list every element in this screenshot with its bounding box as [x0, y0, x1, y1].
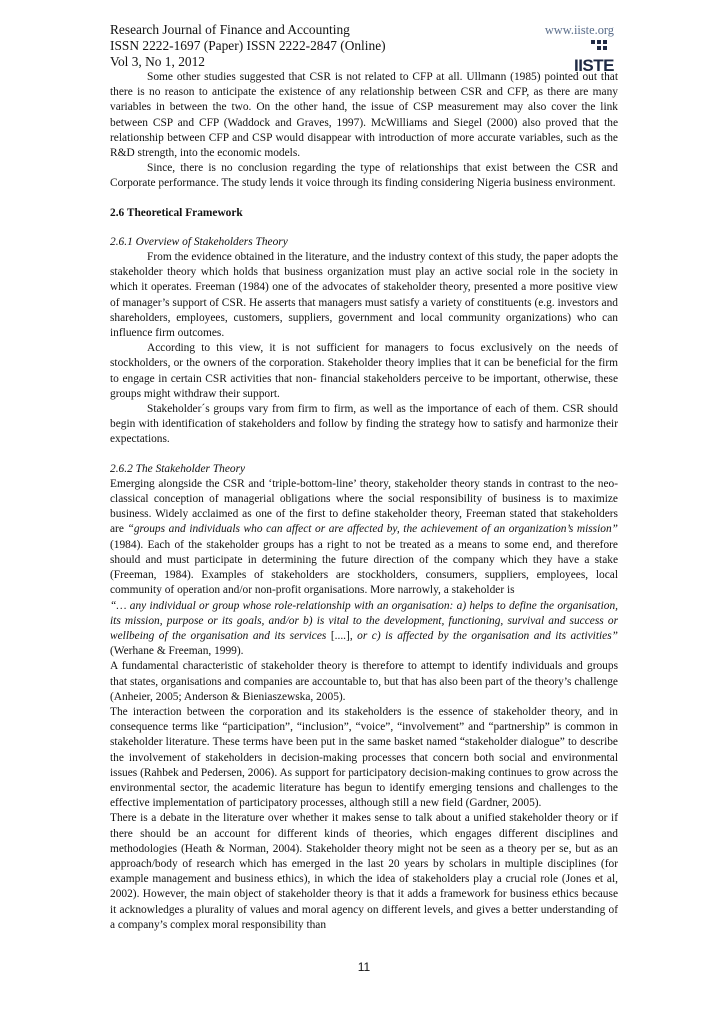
- paragraph: A fundamental characteristic of stakeholder theory is therefore to attempt to identify individuals and groups that states, organisations and companies are accountable to, but that has also been part of the theory’s challenge (Anheier, 2005; Anderson & Bieniaszewska, 2005).: [110, 660, 618, 703]
- paragraph: Some other studies suggested that CSR is not related to CFP at all. Ullmann (1985) pointed out that there is no reason to anticipate the existence of any relationship between CSR and CFP, as there are many variables in between the two. On the other hand, the issue of CSP measurement may also cover the link between CSP and CFP (Waddock and Graves, 1997). McWilliams and Siegel (2000) also proved that the relationship between CFP and CSP would disappear with introduction of more accurate variables, such as the R&D strength, into the economic models.: [110, 71, 618, 160]
- issn-line: ISSN 2222-1697 (Paper) ISSN 2222-2847 (Online): [110, 38, 386, 53]
- volume-line: Vol 3, No 1, 2012: [110, 54, 205, 69]
- logo-text: IISTE: [573, 56, 614, 75]
- paragraph: The interaction between the corporation and its stakeholders is the essence of stakeholder theory, and in consequence terms like “participation”, “inclusion”, “voice”, “involvement” and “partnership” is common in stakeholder literature. These terms have been put in the same basket named “stakeholder dialogue” to describe the involvement of stakeholders in decision-making processes that concern both social and environmental issues (Rahbek and Pedersen, 2006). As support for participatory decision-making continues to grow across the environmental sector, the academic literature has begun to identify emerging tensions and challenges to the effective implementation of participatory processes, although still a new field (Gardner, 2005).: [110, 705, 618, 810]
- subsection-heading: 2.6.1 Overview of Stakeholders Theory: [110, 235, 288, 248]
- running-header: [110, 22, 618, 70]
- block-quote: “… any individual or group whose role-relationship with an organisation: a) helps to define the organisation, its mission, purpose or its goals, and/or b) is vital to the development, functioning, survival and success or wellbeing of the organisation and its services [....], or c) is affected by the organisation and its activities” (Werhane & Freeman, 1999).: [110, 599, 618, 658]
- paper-page: [110, 22, 618, 933]
- paragraph: There is a debate in the literature over whether it makes sense to talk about a unified stakeholder theory or if there should be an account for different kinds of theories, which engages different disciplines and methodologies (Heath & Norman, 2004). Stakeholder theory might not be seen as a theory per se, but as an approach/body of research which has emerged in the last 20 years by scholars in multiple disciplines (for example management and business ethics), in which the idea of stakeholders play a crucial role (Jones et al, 2002). However, the main object of stakeholder theory is that it adds a framework for business ethics because it acknowledges a plurality of values and moral agency on different levels, and gives a better understanding of a company’s complex moral responsibility than: [110, 812, 618, 931]
- journal-title: Research Journal of Finance and Accounting: [110, 22, 350, 37]
- paragraph: Stakeholder´s groups vary from firm to firm, as well as the importance of each of them. CSR should begin with identification of stakeholders and follow by finding the strategy how to satisfy and harmonize their expectations.: [110, 403, 618, 446]
- page-number: 11: [357, 960, 371, 974]
- paragraph: From the evidence obtained in the literature, and the industry context of this study, the paper adopts the stakeholder theory which holds that business organization must play an active social role in the society in which it operates. Freeman (1984) one of the advocates of stakeholder theory, presented a more positive view of manager’s support of CSR. He asserts that managers must satisfy a variety of constituents (e.g. investors and shareholders, employees, customers, suppliers, government and local community organizations) who can influence firm outcomes.: [110, 251, 618, 340]
- paragraph: Emerging alongside the CSR and ‘triple-bottom-line’ theory, stakeholder theory stands in contrast to the neo-classical conception of managerial obligations where the social responsibility of business is to maximize business. Widely acclaimed as one of the first to define stakeholder theory, Freeman stated that stakeholders are “groups and individuals who can affect or are affected by, the achievement of an organization’s mission” (1984). Each of the stakeholder groups has a right to not be treated as a means to some end, and therefore should and must participate in determining the future direction of the company which they have a stake (Freeman, 1984). Examples of stakeholders are stockholders, consumers, suppliers, employees, local community of operation and/or non-profit organisations. More narrowly, a stakeholder is: [110, 477, 618, 597]
- journal-url[interactable]: www.iiste.org: [544, 23, 614, 37]
- subsection-heading: 2.6.2 The Stakeholder Theory: [110, 462, 246, 475]
- paragraph: According to this view, it is not sufficient for managers to focus exclusively on the needs of stockholders, or the owners of the corporation. Stakeholder theory implies that it can be beneficial for the firm to engage in certain CSR activities that non- financial stakeholders perceive to be important, otherwise, these groups might withdraw their support.: [110, 342, 618, 400]
- paragraph: Since, there is no conclusion regarding the type of relationships that exist between the CSR and Corporate performance. The study lends it voice through its finding considering Nigeria business environment.: [110, 162, 618, 190]
- section-heading: 2.6 Theoretical Framework: [110, 206, 243, 219]
